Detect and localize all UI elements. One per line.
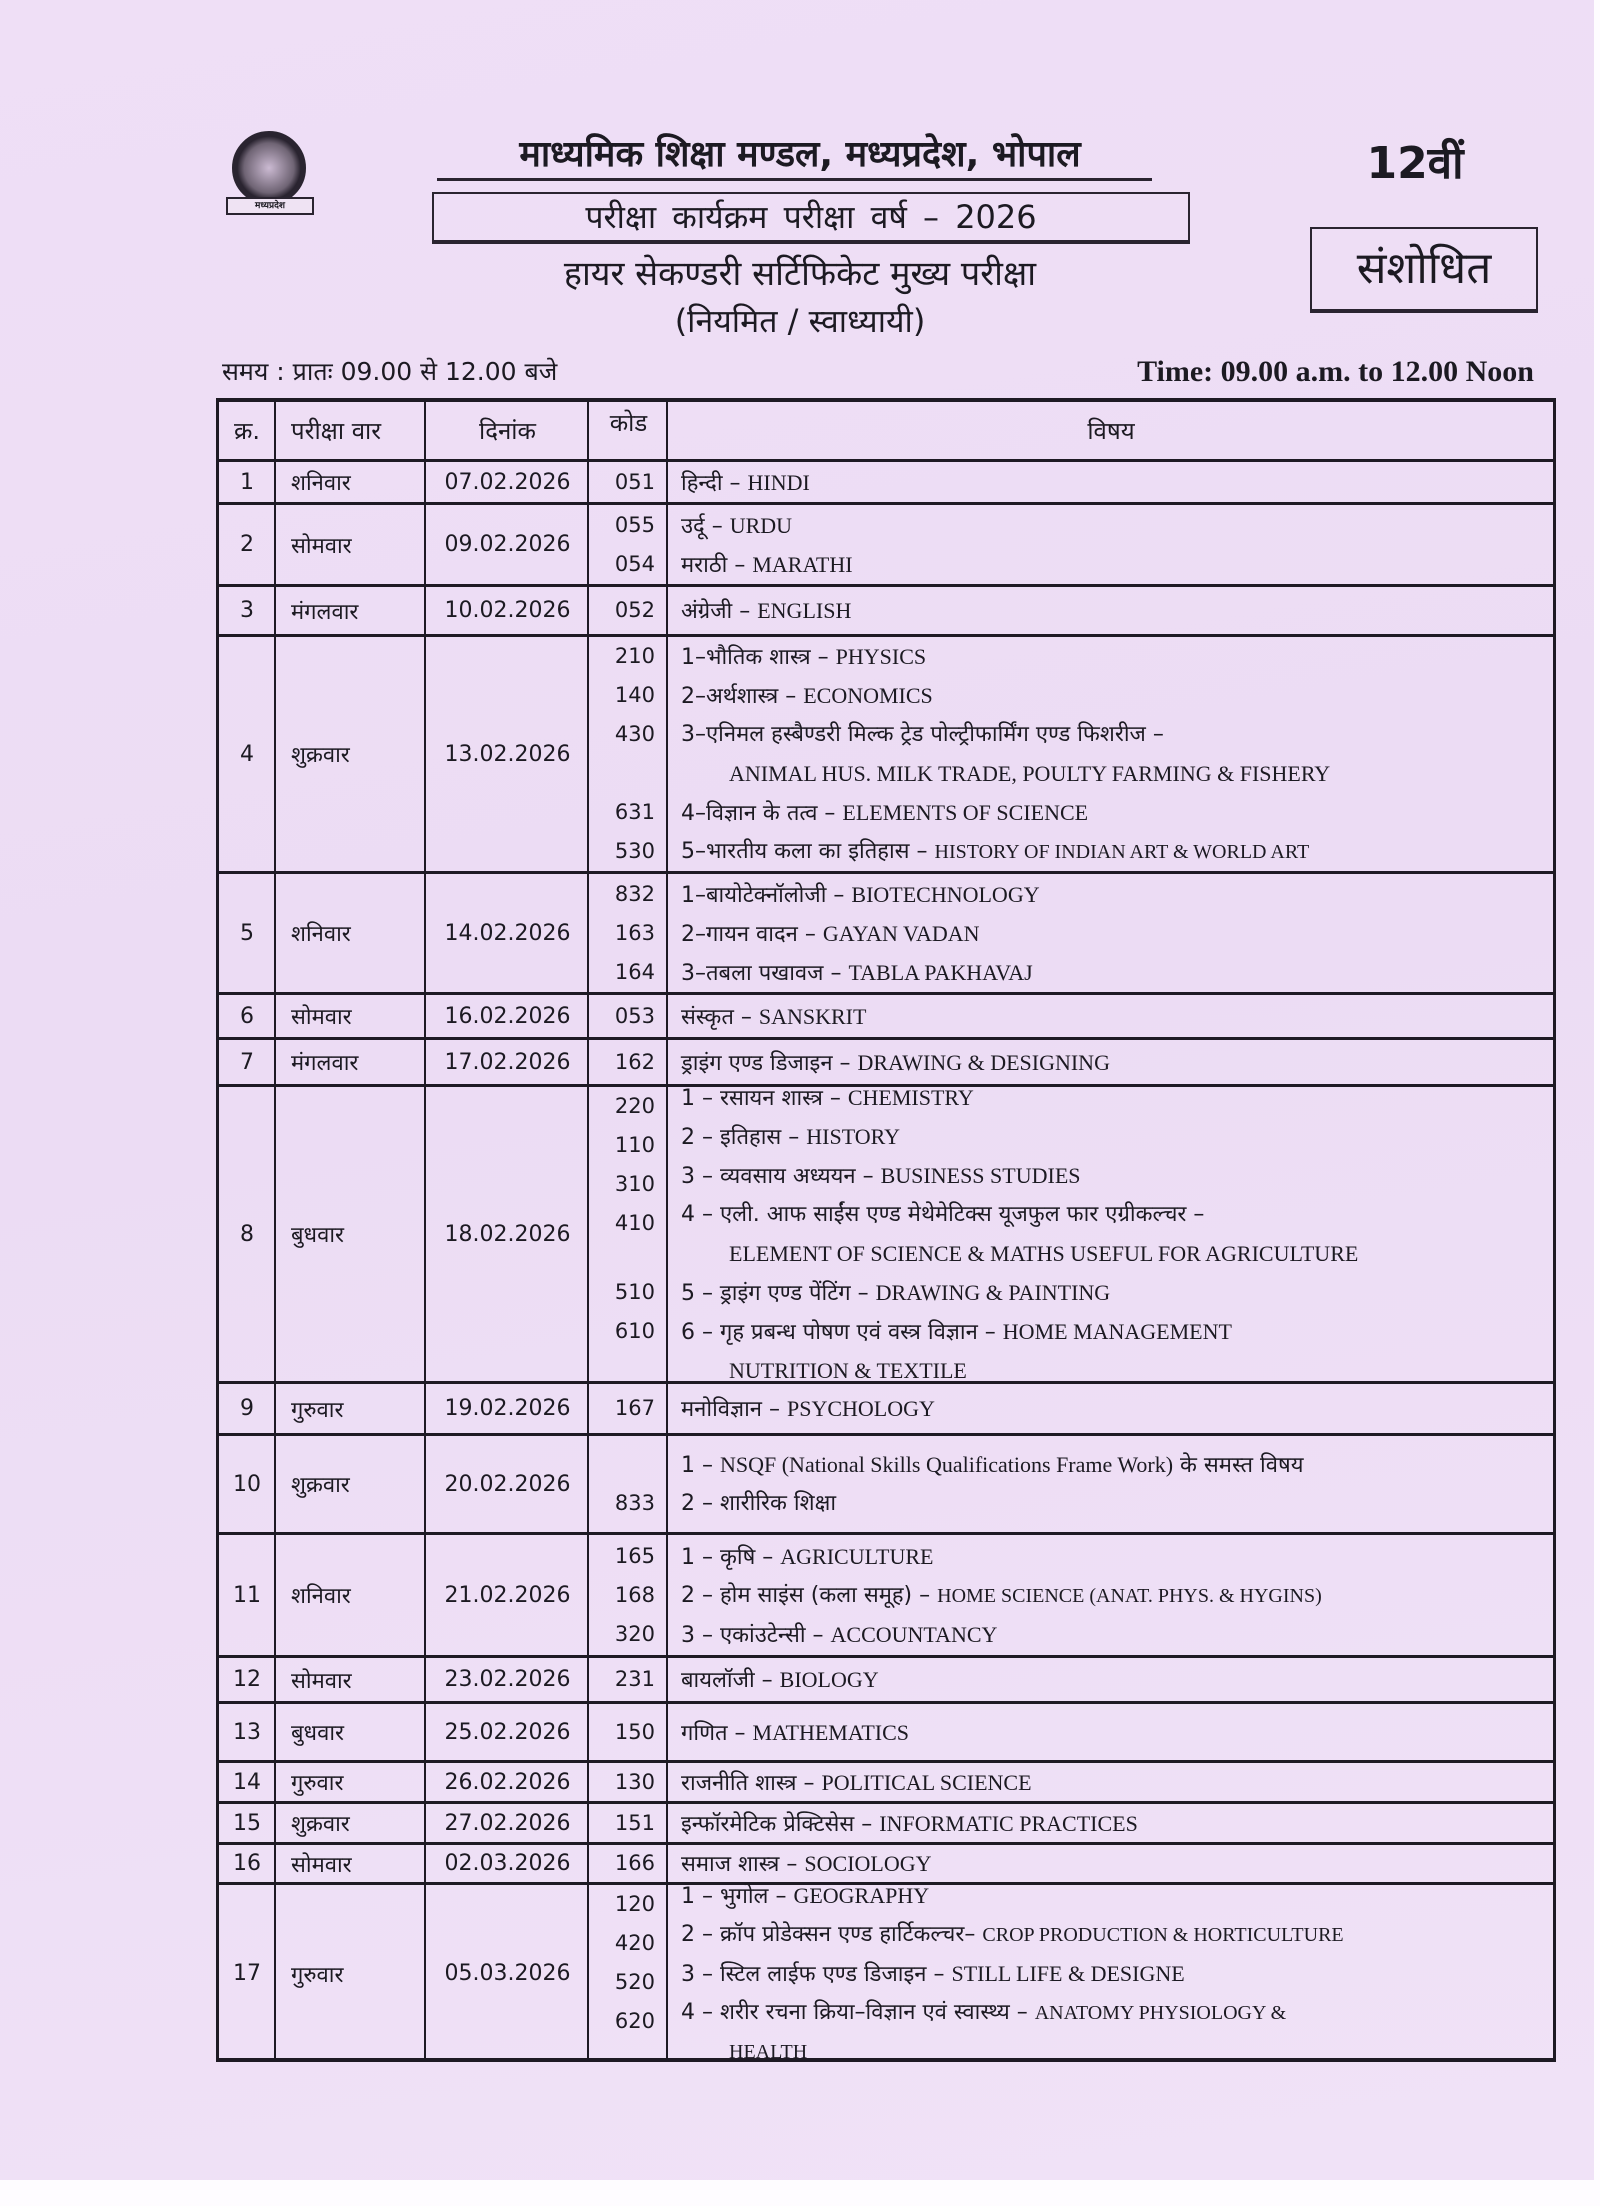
subject-codes <box>590 1436 667 1532</box>
subject-line <box>681 1043 1110 1082</box>
subject-name-hindi: 4 – शरीर रचना क्रिया–विज्ञान एवं स्वास्थ्य – <box>681 2000 1035 2025</box>
subject-name-hindi: 3 – एकांउटेन्सी – <box>681 1622 831 1648</box>
table-row <box>219 1801 1553 1842</box>
serial-number: 14 <box>233 1769 261 1795</box>
table-row <box>219 502 1553 584</box>
subject-name-hindi: संस्कृत – <box>681 1004 759 1030</box>
subject-name-hindi: 1 – <box>681 1453 720 1478</box>
table-header-row <box>219 402 1553 459</box>
subject-codes <box>590 505 667 584</box>
subject-line <box>681 1445 1303 1484</box>
subject-name-hindi: 1 – भुगोल – <box>681 1884 794 1909</box>
subject-name-english: HINDI <box>747 469 810 495</box>
table-row <box>219 1381 1553 1433</box>
subject-line <box>681 1389 935 1428</box>
subject-name-english: URDU <box>729 512 793 538</box>
exam-day: सोमवार <box>291 1668 352 1694</box>
serial-number: 1 <box>240 469 254 495</box>
subject-name-hindi: मनोविज्ञान – <box>681 1397 787 1422</box>
subject-code: 168 <box>614 1582 655 1607</box>
subject-code: 163 <box>614 920 655 945</box>
subject-list <box>669 1763 1553 1801</box>
subject-codes <box>590 1535 667 1655</box>
subject-line <box>681 1273 1110 1312</box>
exam-day: शुक्रवार <box>291 1812 350 1837</box>
subject-name-hindi: ड्राइंग एण्ड डिजाइन – <box>681 1050 858 1076</box>
subject-code: 053 <box>614 1003 655 1028</box>
serial-number: 15 <box>233 1810 261 1836</box>
subject-code: 833 <box>614 1491 655 1515</box>
exam-date: 20.02.2026 <box>444 1471 571 1497</box>
exam-date: 21.02.2026 <box>444 1582 571 1608</box>
subject-code: 210 <box>614 644 655 668</box>
subject-list <box>669 1087 1553 1381</box>
subject-line <box>681 1078 974 1117</box>
subject-name-english: HISTORY OF INDIAN ART & WORLD ART <box>934 841 1310 863</box>
exam-day: मंगलवार <box>291 1051 359 1076</box>
subject-name-hindi: अंग्रेजी – <box>681 599 758 624</box>
subject-code: 166 <box>614 1851 655 1875</box>
subject-line <box>681 1660 879 1699</box>
subject-name-hindi: 3 – स्टिल लाईफ एण्ड डिजाइन – <box>681 1962 952 1987</box>
exam-date: 05.03.2026 <box>444 1961 571 1986</box>
subject-name-english: CROP PRODUCTION & HORTICULTURE <box>982 1924 1344 1946</box>
exam-date: 09.02.2026 <box>444 532 571 557</box>
exam-day: गुरुवार <box>291 1397 344 1423</box>
subject-code: 150 <box>614 1719 655 1744</box>
exam-date: 16.02.2026 <box>444 1003 571 1029</box>
serial-number: 9 <box>240 1396 254 1421</box>
subject-codes <box>590 1384 667 1433</box>
subject-name-hindi: 3–तबला पखावज – <box>681 960 849 986</box>
subject-name-english: HOME MANAGEMENT <box>1002 1319 1232 1344</box>
subject-name-hindi: बायलॉजी – <box>681 1668 780 1693</box>
table-row <box>219 1655 1553 1701</box>
subject-code: 631 <box>614 800 655 824</box>
subject-name-hindi: उर्दू – <box>681 513 730 539</box>
subject-list <box>669 1658 1553 1701</box>
serial-number: 17 <box>233 1961 261 1986</box>
subject-name-hindi: 2–अर्थशास्त्र – <box>681 684 804 709</box>
subject-name-english: POLITICAL SCIENCE <box>821 1769 1032 1795</box>
subject-name-english: SANSKRIT <box>758 1003 867 1029</box>
time-english: Time: 09.00 a.m. to 12.00 Noon <box>1137 355 1534 388</box>
subject-name-english: ENGLISH <box>757 598 852 623</box>
subject-name-hindi: गणित – <box>681 1720 753 1746</box>
serial-number: 12 <box>233 1667 261 1692</box>
exam-day: शुक्रवार <box>291 743 350 768</box>
subject-name-english: STILL LIFE & DESIGNE <box>951 1961 1185 1986</box>
subject-line <box>681 463 810 502</box>
subject-list <box>669 1804 1553 1842</box>
subject-name-hindi: इन्फॉरमेटिक प्रेक्टिसेस – <box>681 1811 880 1837</box>
subject-name-hindi: 2 – होम साइंस (कला समूह) – <box>681 1582 938 1608</box>
subject-list <box>669 637 1553 871</box>
subject-line <box>681 715 1164 754</box>
subject-codes <box>590 1763 667 1801</box>
subject-name-english: HISTORY <box>806 1124 900 1149</box>
subject-list <box>669 505 1553 584</box>
subject-name-english: MARATHI <box>752 551 853 577</box>
subject-name-hindi: 4–विज्ञान के तत्व – <box>681 801 843 826</box>
subject-name-english: ELEMENTS OF SCIENCE <box>842 800 1089 825</box>
program-title: परीक्षा कार्यक्रम परीक्षा वर्ष – 2026 <box>432 192 1190 244</box>
subject-name-hindi: मराठी – <box>681 552 753 578</box>
subject-codes <box>590 1845 667 1882</box>
subject-line <box>681 1537 933 1576</box>
serial-number: 4 <box>240 741 254 767</box>
subject-name-english: NUTRITION & TEXTILE <box>729 1358 967 1383</box>
subject-name-hindi: 5–भारतीय कला का इतिहास – <box>681 839 935 864</box>
subject-code: 054 <box>614 551 655 576</box>
column-header-subject: विषय <box>1087 417 1135 445</box>
serial-number: 8 <box>240 1221 254 1247</box>
subject-name-english: SOCIOLOGY <box>804 1851 932 1876</box>
serial-number: 11 <box>233 1582 261 1608</box>
schedule-table <box>216 398 1556 2062</box>
subject-name-hindi: 1–बायोटेक्नॉलोजी – <box>681 882 852 908</box>
subject-code: 167 <box>614 1396 655 1420</box>
subject-codes <box>590 874 667 992</box>
subject-line <box>681 1954 1185 1993</box>
subject-line <box>681 1763 1032 1802</box>
emblem-icon <box>232 131 306 205</box>
subject-name-hindi: 2 – इतिहास – <box>681 1125 807 1150</box>
revised-badge: संशोधित <box>1310 227 1538 313</box>
subject-name-english: BIOTECHNOLOGY <box>851 881 1040 907</box>
subject-codes <box>590 1040 667 1084</box>
exam-day: बुधवार <box>291 1721 345 1746</box>
serial-number: 6 <box>240 1003 254 1029</box>
subject-name-english: ACCOUNTANCY <box>830 1621 998 1647</box>
logo-label: मध्यप्रदेश <box>226 197 314 215</box>
subject-line <box>681 2032 807 2071</box>
subject-code: 610 <box>614 1319 655 1343</box>
exam-date: 26.02.2026 <box>444 1769 571 1795</box>
exam-day: बुधवार <box>291 1223 345 1248</box>
subject-list <box>669 462 1553 502</box>
subject-line <box>681 1312 1232 1351</box>
table-row <box>219 1882 1553 2062</box>
subject-name-english: BUSINESS STUDIES <box>880 1163 1081 1188</box>
table-row <box>219 634 1553 871</box>
column-header-date: दिनांक <box>479 417 536 445</box>
subject-name-hindi: 6 – गृह प्रबन्ध पोषण एवं वस्त्र विज्ञान – <box>681 1320 1003 1345</box>
table-row <box>219 1433 1553 1532</box>
subject-line <box>681 793 1088 832</box>
subject-code: 310 <box>614 1172 655 1196</box>
serial-number: 10 <box>233 1471 261 1497</box>
exam-date: 18.02.2026 <box>444 1221 571 1247</box>
column-header-sno: क्र. <box>233 417 261 445</box>
subject-list <box>669 995 1553 1037</box>
subject-name-english: ELEMENT OF SCIENCE & MATHS USEFUL FOR AGRICULTURE <box>729 1241 1359 1266</box>
subject-name-english: DRAWING & DESIGNING <box>857 1049 1110 1075</box>
subject-name-hindi: समाज शास्त्र – <box>681 1852 805 1877</box>
subject-code: 151 <box>614 1810 655 1835</box>
table-row <box>219 1037 1553 1084</box>
exam-date: 23.02.2026 <box>444 1667 571 1692</box>
exam-date: 07.02.2026 <box>444 469 571 495</box>
subject-line <box>681 832 1309 871</box>
serial-number: 13 <box>233 1719 261 1745</box>
title-underline <box>437 178 1152 181</box>
subject-code: 120 <box>614 1892 655 1916</box>
serial-number: 5 <box>240 920 254 946</box>
subject-line <box>681 591 851 630</box>
board-logo <box>226 131 314 219</box>
subject-codes <box>590 1658 667 1701</box>
exam-day: सोमवार <box>291 533 352 559</box>
board-name: माध्यमिक शिक्षा मण्डल, मध्यप्रदेश, भोपाल <box>519 134 1081 175</box>
exam-date: 25.02.2026 <box>444 1719 571 1745</box>
exam-name: हायर सेकण्डरी सर्टिफिकेट मुख्य परीक्षा <box>563 254 1037 294</box>
subject-line <box>681 1234 1358 1273</box>
subject-name-hindi: 1 – रसायन शास्त्र – <box>681 1086 848 1111</box>
subject-name-hindi: 2 – शारीरिक शिक्षा <box>681 1491 837 1516</box>
subject-code: 320 <box>614 1621 655 1646</box>
subject-line <box>681 506 792 545</box>
column-header-day: परीक्षा वार <box>291 417 382 445</box>
serial-number: 7 <box>240 1049 254 1075</box>
exam-mode: (नियमित / स्वाध्यायी) <box>674 302 926 340</box>
subject-line <box>681 1117 900 1156</box>
serial-number: 3 <box>240 598 254 623</box>
subject-code: 162 <box>614 1049 655 1074</box>
column-header-code: कोड <box>609 409 648 437</box>
subject-line <box>681 953 1033 992</box>
exam-date: 17.02.2026 <box>444 1049 571 1075</box>
subject-line <box>681 1576 1322 1615</box>
serial-number: 2 <box>240 532 254 557</box>
subject-list <box>669 587 1553 634</box>
subject-name-hindi: 3 – व्यवसाय अध्ययन – <box>681 1164 881 1189</box>
subject-line <box>681 1915 1344 1954</box>
subject-code: 051 <box>614 469 655 494</box>
subject-name-hindi: राजनीति शास्त्र – <box>681 1770 822 1796</box>
subject-line <box>681 637 926 676</box>
subject-name-english: INFORMATIC PRACTICES <box>879 1810 1138 1836</box>
subject-name-hindi: 3–एनिमल हस्बैण्डरी मिल्क ट्रेड पोल्ट्रीफार्मिंग एण्ड फिशरीज – <box>681 722 1164 747</box>
table-row <box>219 584 1553 634</box>
subject-line <box>681 914 980 953</box>
subject-name-english: DRAWING & PAINTING <box>875 1280 1111 1305</box>
table-row <box>219 992 1553 1037</box>
subject-name-hindi: 1–भौतिक शास्त्र – <box>681 645 836 670</box>
table-row <box>219 1760 1553 1801</box>
serial-number: 16 <box>233 1851 261 1876</box>
subject-list <box>669 1535 1553 1655</box>
exam-date: 19.02.2026 <box>444 1396 571 1421</box>
subject-line <box>681 676 933 715</box>
exam-day: गुरुवार <box>291 1771 344 1796</box>
subject-name-english: CHEMISTRY <box>847 1085 974 1110</box>
subject-line <box>681 1195 1204 1234</box>
exam-day: शनिवार <box>291 922 351 947</box>
subject-name-hindi: 2 – क्रॉप प्रोडेक्सन एण्ड हार्टिकल्चर– <box>681 1922 983 1947</box>
subject-code: 620 <box>614 2009 655 2033</box>
subject-name-english: TABLA PAKHAVAJ <box>848 959 1033 985</box>
subject-name-english: GAYAN VADAN <box>822 920 980 946</box>
subject-code: 231 <box>614 1667 655 1691</box>
subject-code: 140 <box>614 683 655 707</box>
subject-line <box>681 1804 1138 1843</box>
table-row <box>219 871 1553 992</box>
subject-name-english: HOME SCIENCE (ANAT. PHYS. & HYGINS) <box>937 1584 1322 1607</box>
subject-list <box>669 874 1553 992</box>
subject-name-english: AGRICULTURE <box>780 1543 934 1569</box>
subject-name-hindi: 4 – एली. आफ साईंस एण्ड मेथेमेटिक्स यूजफुल फार एग्रीकल्चर – <box>681 1202 1205 1227</box>
subject-line <box>681 1615 997 1654</box>
subject-line <box>681 1484 836 1523</box>
subject-name-english: ANIMAL HUS. MILK TRADE, POULTY FARMING & FISHERY <box>729 761 1331 786</box>
subject-line <box>681 545 853 584</box>
subject-name-hindi: 1 – कृषि – <box>681 1544 781 1570</box>
time-hindi: समय : प्रातः 09.00 से 12.00 बजे <box>222 357 558 386</box>
subject-codes <box>590 1885 667 2062</box>
subject-name-english: MATHEMATICS <box>752 1719 909 1745</box>
subject-codes <box>590 995 667 1037</box>
subject-codes <box>590 1087 667 1381</box>
subject-code: 520 <box>614 1970 655 1994</box>
exam-day: मंगलवार <box>291 599 359 625</box>
exam-date: 14.02.2026 <box>444 920 571 946</box>
subject-code: 510 <box>614 1280 655 1304</box>
table-row <box>219 459 1553 502</box>
exam-day: सोमवार <box>291 1852 352 1878</box>
subject-line <box>681 997 866 1036</box>
subject-line <box>681 754 1330 793</box>
subject-codes <box>590 1804 667 1842</box>
subject-name-hindi: 2–गायन वादन – <box>681 921 823 947</box>
subject-line <box>681 1156 1081 1195</box>
exam-date: 13.02.2026 <box>444 741 571 767</box>
subject-code: 220 <box>614 1094 655 1118</box>
subject-name-english: PHYSICS <box>835 644 927 669</box>
subject-code: 164 <box>614 959 655 984</box>
subject-code: 530 <box>614 839 655 863</box>
subject-codes <box>590 637 667 871</box>
exam-date: 10.02.2026 <box>444 598 571 623</box>
subject-line <box>681 1713 909 1752</box>
table-row <box>219 1084 1553 1381</box>
subject-name-hindi-suffix: के समस्त विषय <box>1173 1453 1304 1478</box>
subject-code: 832 <box>614 881 655 906</box>
subject-codes <box>590 587 667 634</box>
subject-code: 410 <box>614 1211 655 1235</box>
subject-code: 130 <box>614 1769 655 1794</box>
exam-day: शनिवार <box>291 471 351 496</box>
class-label: 12वीं <box>1366 138 1464 189</box>
subject-name-english: PSYCHOLOGY <box>787 1396 935 1421</box>
subject-code: 055 <box>614 512 655 537</box>
subject-codes <box>590 1704 667 1760</box>
subject-name-english: ANATOMY PHYSIOLOGY & <box>1034 2002 1287 2024</box>
subject-codes <box>590 462 667 502</box>
exam-day: शनिवार <box>291 1584 351 1609</box>
table-row <box>219 1532 1553 1655</box>
subject-code: 110 <box>614 1133 655 1157</box>
subject-name-english: GEOGRAPHY <box>793 1883 930 1908</box>
subject-code: 165 <box>614 1543 655 1568</box>
subject-list <box>669 1885 1553 2062</box>
subject-line <box>681 875 1040 914</box>
subject-name-english: ECONOMICS <box>803 683 933 708</box>
subject-list <box>669 1704 1553 1760</box>
subject-code: 430 <box>614 722 655 746</box>
subject-name-hindi: हिन्दी – <box>681 470 748 496</box>
exam-day: शुक्रवार <box>291 1473 350 1498</box>
subject-list <box>669 1384 1553 1433</box>
table-row <box>219 1701 1553 1760</box>
subject-list <box>669 1436 1553 1532</box>
exam-day: सोमवार <box>291 1005 352 1030</box>
subject-name-hindi: 5 – ड्राइंग एण्ड पेंटिंग – <box>681 1281 876 1306</box>
exam-date: 27.02.2026 <box>444 1810 571 1836</box>
subject-code: 420 <box>614 1931 655 1955</box>
subject-line <box>681 1876 929 1915</box>
subject-name-english: HEALTH <box>729 2041 808 2063</box>
subject-line <box>681 1993 1286 2032</box>
exam-day: गुरुवार <box>291 1962 344 1988</box>
subject-name-english: BIOLOGY <box>779 1667 879 1692</box>
subject-name-english: NSQF (National Skills Qualifications Frame Work) <box>719 1452 1174 1477</box>
subject-code: 052 <box>614 598 655 622</box>
exam-date: 02.03.2026 <box>444 1851 571 1876</box>
